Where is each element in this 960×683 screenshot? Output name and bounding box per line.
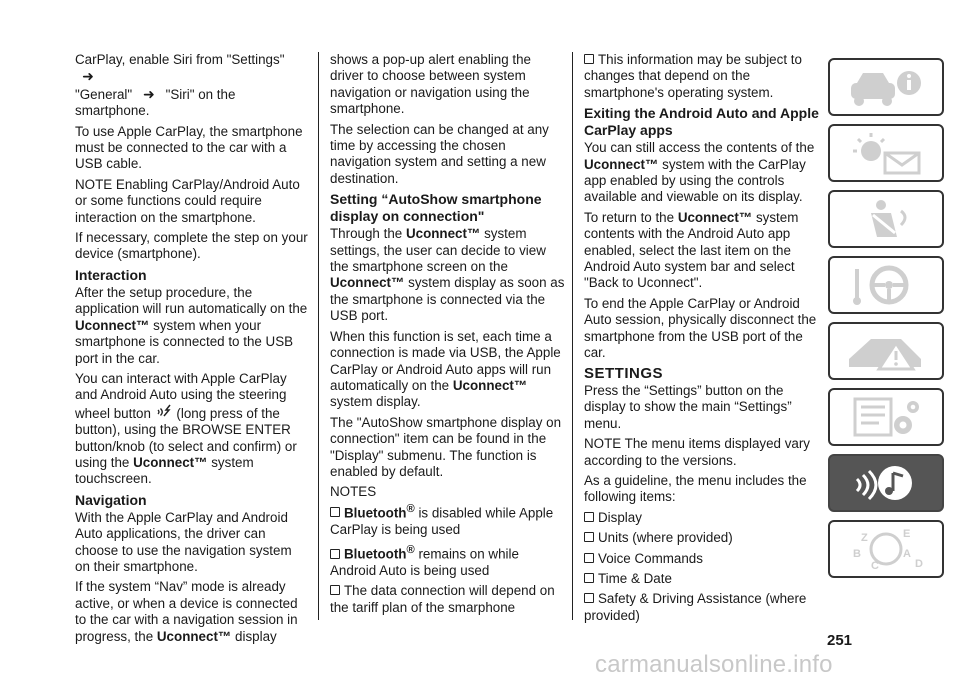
bullet-box-icon [584, 512, 594, 522]
paragraph: shows a pop-up alert enabling the driver to choose between system navigation or navigation using the smartphone. [330, 52, 531, 117]
maintenance-icon [841, 395, 931, 439]
column-2 [330, 52, 565, 620]
heading-navigation: Navigation [75, 491, 147, 508]
text: display [235, 628, 277, 644]
text: Bluetooth [344, 546, 407, 562]
tab-seat-safety[interactable] [828, 190, 944, 248]
warning-lights-icon [841, 131, 931, 175]
bullet-box-icon [584, 54, 594, 64]
bullet-box-icon [584, 532, 594, 542]
car-info-icon [841, 65, 931, 109]
paragraph [75, 579, 310, 645]
svg-text:D: D [915, 558, 923, 570]
brand-text: Uconnect™ [452, 377, 528, 393]
column-1 [75, 52, 310, 649]
text: After the setup procedure, the application will run automatically on the [75, 284, 308, 317]
text: remains on while Android Auto is being used [330, 546, 519, 578]
text: The data connection will depend on the tariff plan of the smarphone [330, 583, 555, 615]
tab-warning-lights[interactable] [828, 124, 944, 182]
svg-text:Z: Z [861, 532, 868, 544]
text: Safety & Driving Assistance (where provided) [584, 591, 807, 623]
list-item [584, 591, 819, 624]
svg-text:A: A [903, 548, 911, 560]
text: system touchscreen. [75, 454, 254, 487]
text: Voice Commands [598, 550, 703, 566]
bullet-box-icon [330, 585, 340, 595]
brand-text: Uconnect™ [133, 454, 208, 470]
text: Units (where provided) [598, 530, 733, 546]
text: "Siri" on the smartphone. [75, 86, 236, 119]
brand-text: Uconnect™ [156, 628, 232, 644]
paragraph: As a guideline, the menu includes the following items: [584, 472, 807, 505]
column-divider [572, 52, 573, 620]
text: system with the CarPlay app enabled by using the controls available and viewable on its display. [584, 156, 806, 205]
list-item [330, 501, 565, 538]
arrow-right-icon: ➜ [143, 85, 155, 102]
text: This information may be subject to changes that depend on the smartphone's operating system. [584, 52, 802, 100]
text: system when your smartphone is connected to the USB port in the car. [75, 317, 294, 366]
text: system display as soon as the smartphone is connected via the USB port. [330, 275, 565, 324]
text: Time & Date [598, 570, 672, 586]
seat-safety-icon [841, 197, 931, 241]
paragraph [75, 371, 310, 488]
text: If the system “Nav” mode is already active, or when a device is connected to the car with a navigation session in progress, the [75, 579, 298, 644]
steering-wheel-icon [841, 263, 931, 307]
brand-text: Uconnect™ [330, 275, 405, 291]
brand-text: Uconnect™ [584, 156, 659, 172]
brand-text: Uconnect™ [677, 209, 753, 225]
tab-multimedia[interactable] [828, 454, 944, 512]
heading-exiting: Exiting the Android Auto and Apple CarPlay apps [584, 105, 819, 139]
text: "General" [75, 86, 133, 102]
paragraph [75, 285, 310, 367]
text: (long press of the button), using the BROWSE ENTER button/knob (to select and confirm) or using the [75, 405, 297, 470]
page-number: 251 [827, 632, 853, 649]
tab-index[interactable] [828, 520, 944, 578]
text: To return to the [584, 209, 675, 225]
paragraph [75, 52, 310, 120]
index-icon [841, 527, 931, 571]
text: Through the [330, 226, 403, 242]
text: ® [406, 502, 415, 515]
brand-text: Uconnect™ [405, 226, 481, 242]
voice-command-icon [155, 404, 173, 422]
paragraph: The "AutoShow smartphone display on connection" item can be found in the "Display" submenu. The function is enabled by default. [330, 414, 562, 479]
heading-autoshow: Setting “AutoShow smartphone display on connection" [330, 191, 542, 225]
paragraph [584, 210, 819, 292]
emergency-icon [841, 329, 931, 373]
bullet-box-icon [330, 549, 340, 559]
paragraph [584, 140, 819, 206]
bullet-box-icon [584, 573, 594, 583]
bullet-box-icon [584, 553, 594, 563]
list-item [584, 571, 819, 587]
text: You can interact with Apple CarPlay and Android Auto using the steering wheel button [75, 370, 287, 421]
text: is disabled while Apple CarPlay is being used [330, 505, 554, 537]
multimedia-icon [841, 461, 931, 505]
note-paragraph: NOTE The menu items displayed vary according to the versions. [584, 436, 810, 468]
paragraph: To end the Apple CarPlay or Android Auto session, physically disconnect the smartphone from the USB port of the car. [584, 295, 817, 361]
text: Bluetooth [344, 505, 407, 521]
svg-text:E: E [903, 528, 911, 540]
svg-text:B: B [853, 548, 861, 560]
text: system contents with the Android Auto app enabled, select the last item on the Android Auto system bar and select "Back to Uconnect". [584, 209, 799, 291]
svg-text:C: C [871, 560, 879, 571]
watermark: carmanualsonline.info [595, 651, 833, 678]
paragraph: If necessary, complete the step on your device (smartphone). [75, 230, 308, 262]
heading-settings: SETTINGS [584, 364, 664, 382]
text: CarPlay, enable Siri from "Settings" [75, 52, 285, 67]
text: system display. [330, 394, 421, 410]
tab-emergency[interactable] [828, 322, 944, 380]
paragraph [330, 226, 565, 324]
list-item [584, 530, 819, 546]
list-item [584, 551, 819, 567]
tab-maintenance[interactable] [828, 388, 944, 446]
column-divider [318, 52, 319, 620]
tab-car-info[interactable] [828, 58, 944, 116]
list-item [330, 542, 565, 579]
paragraph [330, 329, 565, 411]
paragraph: Press the “Settings” button on the display to show the main “Settings” menu. [584, 382, 792, 431]
heading-interaction: Interaction [75, 266, 147, 283]
text: You can still access the contents of the [584, 140, 815, 156]
brand-text: Uconnect™ [75, 317, 150, 333]
bullet-box-icon [584, 593, 594, 603]
paragraph: With the Apple CarPlay and Android Auto applications, the driver can choose to use the navigation system on their smartphone. [75, 509, 292, 574]
list-item [584, 52, 819, 101]
chapter-tabs [828, 58, 944, 586]
paragraph: The selection can be changed at any time by accessing the chosen navigation system and setting a new destination. [330, 121, 549, 186]
bullet-box-icon [330, 507, 340, 517]
text: system settings, the user can decide to view the smartphone screen on the [330, 226, 546, 275]
note-paragraph: NOTE Enabling CarPlay/Android Auto or some functions could require interaction on the smartphone. [75, 176, 300, 225]
text: Display [598, 509, 642, 525]
notes-label: NOTES [330, 484, 377, 500]
column-3 [584, 52, 819, 628]
paragraph: To use Apple CarPlay, the smartphone must be connected to the car with a USB cable. [75, 123, 303, 172]
text: When this function is set, each time a connection is made via USB, the Apple CarPlay or Android Auto apps will run automatically on the [330, 328, 561, 393]
list-item [330, 583, 565, 616]
list-item [584, 510, 819, 526]
text: ® [406, 544, 415, 557]
arrow-right-icon: ➜ [82, 68, 94, 85]
tab-starting-driving[interactable] [828, 256, 944, 314]
